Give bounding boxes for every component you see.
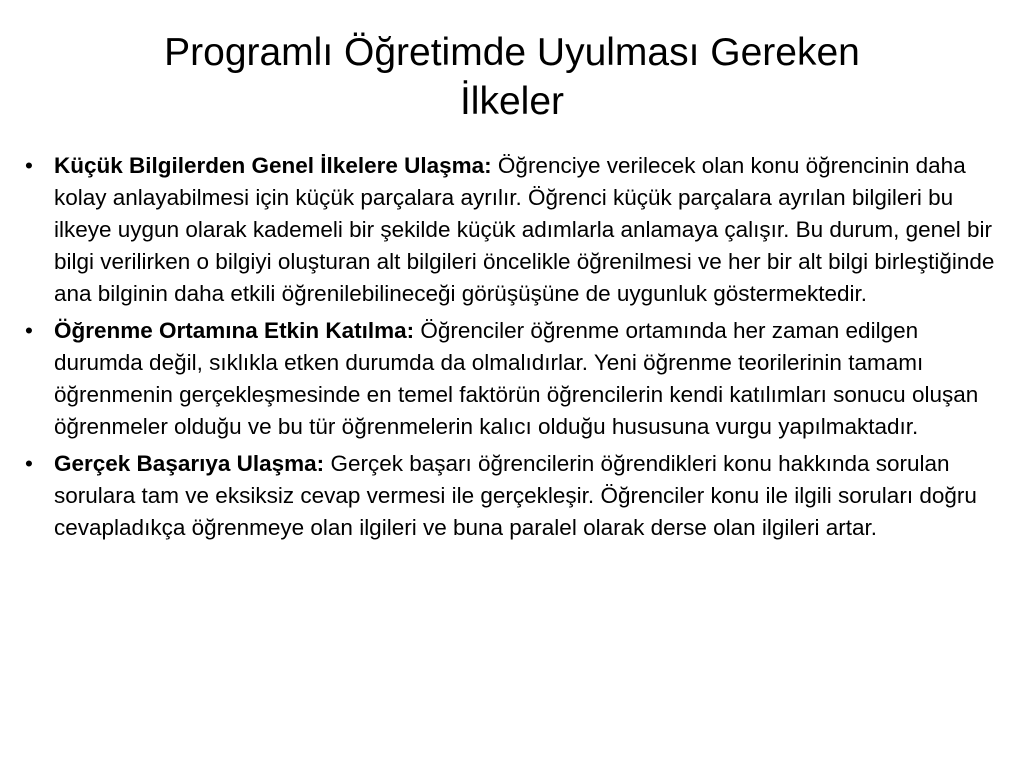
bullet-icon: • [25, 153, 33, 178]
bullet-text: Öğrenciye verilecek olan konu öğrencinin daha kolay anlayabilmesi için küçük parçalara ayrılır. Öğrenci küçük parçalara ayrılan bilgileri bu ilkeye uygun olarak kademeli bir şekilde küçük adımlarla anlamaya çalışır. Bu durum, genel bir bilgi verilirken o bilgiyi oluşturan alt bilgileri öncelikle öğrenilmesi ve her bir alt bilgi birleştiğinde ana bilginin daha etkili öğrenilebilineceği görüşüşüne de uygunluk göstermektedir. [54, 153, 995, 306]
bullet-term: Küçük Bilgilerden Genel İlkelere Ulaşma: [54, 153, 492, 178]
slide-title [100, 28, 924, 126]
bullet-text: Öğrenciler öğrenme ortamında her zaman edilgen durumda değil, sıklıkla etken durumda da olmalıdırlar. Yeni öğrenme teorilerinin tamamı öğrenmenin gerçekleşmesinde en temel faktörün öğrencilerin kendi katılımları sonucu oluşan öğrenmeler olduğu ve bu tür öğrenmelerin kalıcı olduğu hususuna vurgu yapılmaktadır. [54, 318, 979, 439]
slide-title-line-1: Programlı Öğretimde Uyulması Gereken [164, 31, 860, 74]
bullet-text: Gerçek başarı öğrencilerin öğrendikleri konu hakkında sorulan sorulara tam ve eksiksiz cevap vermesi ile gerçekleşir. Öğrenciler konu ile ilgili soruları doğru cevapladıkça öğrenmeye olan ilgileri ve buna paralel olarak derse olan ilgileri artar. [54, 451, 977, 540]
bullet-list [23, 150, 1008, 549]
bullet-term: Gerçek Başarıya Ulaşma: [54, 451, 325, 476]
bullet-icon: • [25, 451, 33, 476]
bullet-term: Öğrenme Ortamına Etkin Katılma: [54, 318, 415, 343]
bullet-item-gercek-basari [23, 448, 1008, 544]
bullet-item-kucuk-bilgiler [23, 150, 1008, 310]
bullet-item-etkin-katilma [23, 315, 1008, 443]
slide-title-line-2: İlkeler [459, 80, 565, 123]
bullet-icon: • [25, 318, 33, 343]
